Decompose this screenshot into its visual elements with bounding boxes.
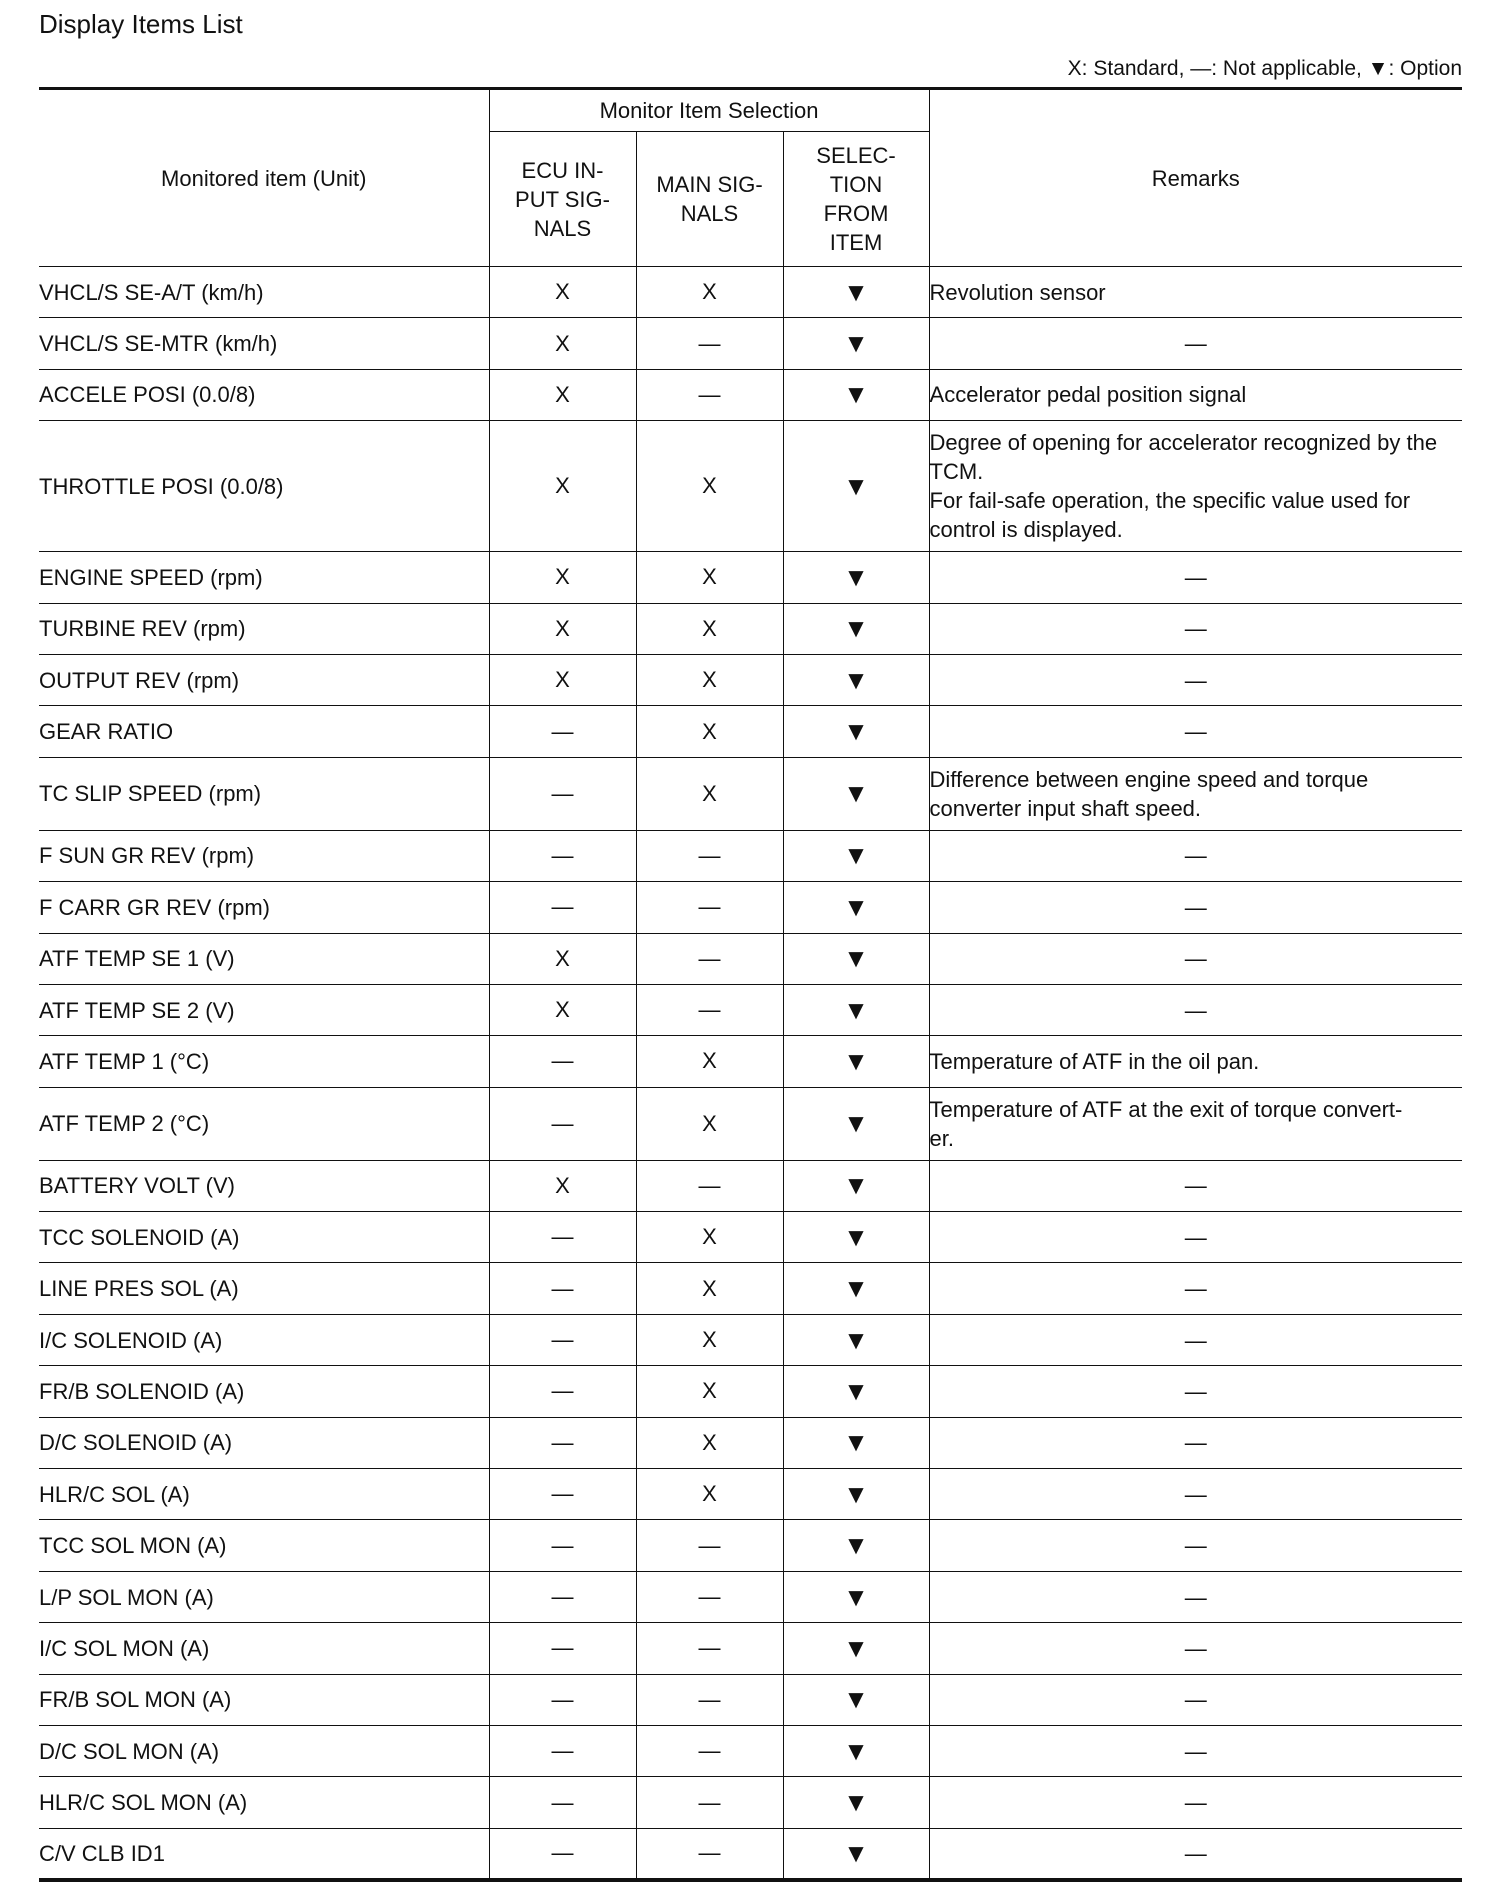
remarks-cell: —: [929, 603, 1462, 654]
remarks-cell: —: [929, 1623, 1462, 1674]
main-signals-cell: X: [636, 1469, 783, 1520]
table-row: [39, 1520, 1462, 1571]
remarks-cell: —: [929, 1520, 1462, 1571]
main-signals-cell: —: [636, 1674, 783, 1725]
selection-from-item-cell: ▼: [783, 984, 929, 1035]
ecu-input-signals-cell: X: [489, 654, 636, 705]
monitored-item-cell: ACCELE POSI (0.0/8): [39, 369, 489, 420]
main-signals-cell: —: [636, 933, 783, 984]
selection-from-item-cell: ▼: [783, 1623, 929, 1674]
monitored-item-cell: LINE PRES SOL (A): [39, 1263, 489, 1314]
ecu-input-signals-cell: —: [489, 1417, 636, 1468]
table-row: [39, 1828, 1462, 1879]
ecu-input-signals-cell: —: [489, 1674, 636, 1725]
display-items-table: [39, 87, 1462, 1882]
table-row: [39, 1469, 1462, 1520]
ecu-input-signals-cell: X: [489, 369, 636, 420]
table-row: [39, 603, 1462, 654]
main-signals-cell: —: [636, 369, 783, 420]
table-row: [39, 933, 1462, 984]
monitored-item-cell: F CARR GR REV (rpm): [39, 882, 489, 933]
remarks-cell: —: [929, 933, 1462, 984]
remarks-cell: —: [929, 1469, 1462, 1520]
selection-from-item-cell: ▼: [783, 1777, 929, 1828]
selection-from-item-cell: ▼: [783, 933, 929, 984]
monitored-item-cell: ATF TEMP 2 (°C): [39, 1087, 489, 1160]
table-row: [39, 830, 1462, 881]
table-row: [39, 1087, 1462, 1160]
selection-from-item-cell: ▼: [783, 706, 929, 757]
table-row: [39, 1623, 1462, 1674]
header-main-signals: MAIN SIG- NALS: [636, 132, 783, 267]
header-monitor-item-selection: Monitor Item Selection: [489, 89, 929, 132]
table-row: [39, 882, 1462, 933]
selection-from-item-cell: ▼: [783, 1674, 929, 1725]
header-remarks: Remarks: [929, 89, 1462, 267]
monitored-item-cell: C/V CLB ID1: [39, 1828, 489, 1879]
remarks-cell: —: [929, 1828, 1462, 1879]
table-row: [39, 1571, 1462, 1622]
ecu-input-signals-cell: —: [489, 706, 636, 757]
remarks-cell: —: [929, 1314, 1462, 1365]
selection-from-item-cell: ▼: [783, 603, 929, 654]
selection-from-item-cell: ▼: [783, 1212, 929, 1263]
ecu-input-signals-cell: X: [489, 603, 636, 654]
monitored-item-cell: BATTERY VOLT (V): [39, 1160, 489, 1211]
remarks-cell: —: [929, 552, 1462, 603]
main-signals-cell: X: [636, 1036, 783, 1087]
main-signals-cell: X: [636, 421, 783, 552]
main-signals-cell: X: [636, 1212, 783, 1263]
legend: X: Standard, —: Not applicable, ▼: Option: [1067, 57, 1462, 80]
header-monitored-item: Monitored item (Unit): [39, 89, 489, 267]
ecu-input-signals-cell: X: [489, 267, 636, 318]
remarks-cell: —: [929, 882, 1462, 933]
selection-from-item-cell: ▼: [783, 830, 929, 881]
selection-from-item-cell: ▼: [783, 1263, 929, 1314]
main-signals-cell: —: [636, 1725, 783, 1776]
main-signals-cell: —: [636, 318, 783, 369]
monitored-item-cell: ENGINE SPEED (rpm): [39, 552, 489, 603]
ecu-input-signals-cell: —: [489, 1777, 636, 1828]
monitored-item-cell: TCC SOL MON (A): [39, 1520, 489, 1571]
remarks-cell: —: [929, 318, 1462, 369]
table-row: [39, 421, 1462, 552]
table-row: [39, 1314, 1462, 1365]
selection-from-item-cell: ▼: [783, 1571, 929, 1622]
monitored-item-cell: ATF TEMP 1 (°C): [39, 1036, 489, 1087]
table-row: [39, 267, 1462, 318]
ecu-input-signals-cell: X: [489, 1160, 636, 1211]
remarks-cell: Revolution sensor: [929, 267, 1462, 318]
main-signals-cell: —: [636, 1623, 783, 1674]
remarks-cell: Difference between engine speed and torque converter input shaft speed.: [929, 757, 1462, 830]
monitored-item-cell: OUTPUT REV (rpm): [39, 654, 489, 705]
selection-from-item-cell: ▼: [783, 1828, 929, 1879]
main-signals-cell: X: [636, 267, 783, 318]
table-row: [39, 1777, 1462, 1828]
remarks-cell: —: [929, 1725, 1462, 1776]
ecu-input-signals-cell: —: [489, 1725, 636, 1776]
ecu-input-signals-cell: —: [489, 1087, 636, 1160]
monitored-item-cell: D/C SOL MON (A): [39, 1725, 489, 1776]
table-row: [39, 552, 1462, 603]
selection-from-item-cell: ▼: [783, 1036, 929, 1087]
selection-from-item-cell: ▼: [783, 421, 929, 552]
header-ecu-input-signals: ECU IN- PUT SIG- NALS: [489, 132, 636, 267]
ecu-input-signals-cell: —: [489, 1623, 636, 1674]
remarks-cell: —: [929, 1263, 1462, 1314]
ecu-input-signals-cell: —: [489, 757, 636, 830]
main-signals-cell: X: [636, 706, 783, 757]
ecu-input-signals-cell: —: [489, 1469, 636, 1520]
table-row: [39, 654, 1462, 705]
selection-from-item-cell: ▼: [783, 552, 929, 603]
main-signals-cell: X: [636, 1417, 783, 1468]
ecu-input-signals-cell: —: [489, 882, 636, 933]
monitored-item-cell: VHCL/S SE-A/T (km/h): [39, 267, 489, 318]
ecu-input-signals-cell: X: [489, 552, 636, 603]
remarks-cell: Temperature of ATF in the oil pan.: [929, 1036, 1462, 1087]
selection-from-item-cell: ▼: [783, 882, 929, 933]
selection-from-item-cell: ▼: [783, 757, 929, 830]
monitored-item-cell: GEAR RATIO: [39, 706, 489, 757]
remarks-cell: —: [929, 830, 1462, 881]
ecu-input-signals-cell: —: [489, 1571, 636, 1622]
ecu-input-signals-cell: —: [489, 1314, 636, 1365]
monitored-item-cell: I/C SOLENOID (A): [39, 1314, 489, 1365]
selection-from-item-cell: ▼: [783, 1469, 929, 1520]
ecu-input-signals-cell: X: [489, 933, 636, 984]
selection-from-item-cell: ▼: [783, 1725, 929, 1776]
table-row: [39, 1674, 1462, 1725]
monitored-item-cell: VHCL/S SE-MTR (km/h): [39, 318, 489, 369]
monitored-item-cell: I/C SOL MON (A): [39, 1623, 489, 1674]
remarks-cell: —: [929, 706, 1462, 757]
page-title: Display Items List: [39, 9, 243, 39]
header-selection-from-item: SELEC- TION FROM ITEM: [783, 132, 929, 267]
selection-from-item-cell: ▼: [783, 654, 929, 705]
monitored-item-cell: FR/B SOL MON (A): [39, 1674, 489, 1725]
remarks-cell: —: [929, 1571, 1462, 1622]
ecu-input-signals-cell: X: [489, 318, 636, 369]
selection-from-item-cell: ▼: [783, 1087, 929, 1160]
monitored-item-cell: HLR/C SOL MON (A): [39, 1777, 489, 1828]
main-signals-cell: X: [636, 1314, 783, 1365]
selection-from-item-cell: ▼: [783, 267, 929, 318]
main-signals-cell: X: [636, 603, 783, 654]
main-signals-cell: X: [636, 552, 783, 603]
table-row: [39, 1366, 1462, 1417]
table-row: [39, 1212, 1462, 1263]
monitored-item-cell: TC SLIP SPEED (rpm): [39, 757, 489, 830]
table-row: [39, 1725, 1462, 1776]
table-row: [39, 706, 1462, 757]
ecu-input-signals-cell: —: [489, 1263, 636, 1314]
selection-from-item-cell: ▼: [783, 1314, 929, 1365]
monitored-item-cell: TURBINE REV (rpm): [39, 603, 489, 654]
main-signals-cell: X: [636, 1087, 783, 1160]
remarks-cell: —: [929, 1160, 1462, 1211]
remarks-cell: Degree of opening for accelerator recognized by the TCM. For fail-safe operation, the specific value used for control is displayed.: [929, 421, 1462, 552]
table-body: [39, 267, 1462, 1880]
remarks-cell: —: [929, 1777, 1462, 1828]
table-row: [39, 1160, 1462, 1211]
selection-from-item-cell: ▼: [783, 1366, 929, 1417]
monitored-item-cell: D/C SOLENOID (A): [39, 1417, 489, 1468]
main-signals-cell: —: [636, 984, 783, 1035]
selection-from-item-cell: ▼: [783, 318, 929, 369]
table-row: [39, 984, 1462, 1035]
table-header: [39, 89, 1462, 267]
main-signals-cell: —: [636, 1828, 783, 1879]
selection-from-item-cell: ▼: [783, 1160, 929, 1211]
table-row: [39, 1263, 1462, 1314]
ecu-input-signals-cell: —: [489, 1520, 636, 1571]
ecu-input-signals-cell: X: [489, 984, 636, 1035]
main-signals-cell: —: [636, 1160, 783, 1211]
monitored-item-cell: TCC SOLENOID (A): [39, 1212, 489, 1263]
remarks-cell: —: [929, 1674, 1462, 1725]
remarks-cell: —: [929, 1417, 1462, 1468]
table-row: [39, 1417, 1462, 1468]
ecu-input-signals-cell: —: [489, 1828, 636, 1879]
remarks-cell: —: [929, 654, 1462, 705]
remarks-cell: —: [929, 1366, 1462, 1417]
main-signals-cell: X: [636, 757, 783, 830]
table-row: [39, 369, 1462, 420]
selection-from-item-cell: ▼: [783, 1417, 929, 1468]
monitored-item-cell: THROTTLE POSI (0.0/8): [39, 421, 489, 552]
ecu-input-signals-cell: —: [489, 1366, 636, 1417]
monitored-item-cell: ATF TEMP SE 1 (V): [39, 933, 489, 984]
remarks-cell: Temperature of ATF at the exit of torque convert- er.: [929, 1087, 1462, 1160]
main-signals-cell: X: [636, 1263, 783, 1314]
monitored-item-cell: FR/B SOLENOID (A): [39, 1366, 489, 1417]
main-signals-cell: —: [636, 1571, 783, 1622]
monitored-item-cell: ATF TEMP SE 2 (V): [39, 984, 489, 1035]
remarks-cell: Accelerator pedal position signal: [929, 369, 1462, 420]
main-signals-cell: X: [636, 1366, 783, 1417]
table-row: [39, 1036, 1462, 1087]
monitored-item-cell: F SUN GR REV (rpm): [39, 830, 489, 881]
main-signals-cell: —: [636, 830, 783, 881]
main-signals-cell: X: [636, 654, 783, 705]
selection-from-item-cell: ▼: [783, 369, 929, 420]
main-signals-cell: —: [636, 882, 783, 933]
remarks-cell: —: [929, 984, 1462, 1035]
ecu-input-signals-cell: —: [489, 1212, 636, 1263]
ecu-input-signals-cell: —: [489, 1036, 636, 1087]
monitored-item-cell: L/P SOL MON (A): [39, 1571, 489, 1622]
table-row: [39, 318, 1462, 369]
ecu-input-signals-cell: X: [489, 421, 636, 552]
selection-from-item-cell: ▼: [783, 1520, 929, 1571]
monitored-item-cell: HLR/C SOL (A): [39, 1469, 489, 1520]
main-signals-cell: —: [636, 1777, 783, 1828]
table-row: [39, 757, 1462, 830]
remarks-cell: —: [929, 1212, 1462, 1263]
main-signals-cell: —: [636, 1520, 783, 1571]
ecu-input-signals-cell: —: [489, 830, 636, 881]
